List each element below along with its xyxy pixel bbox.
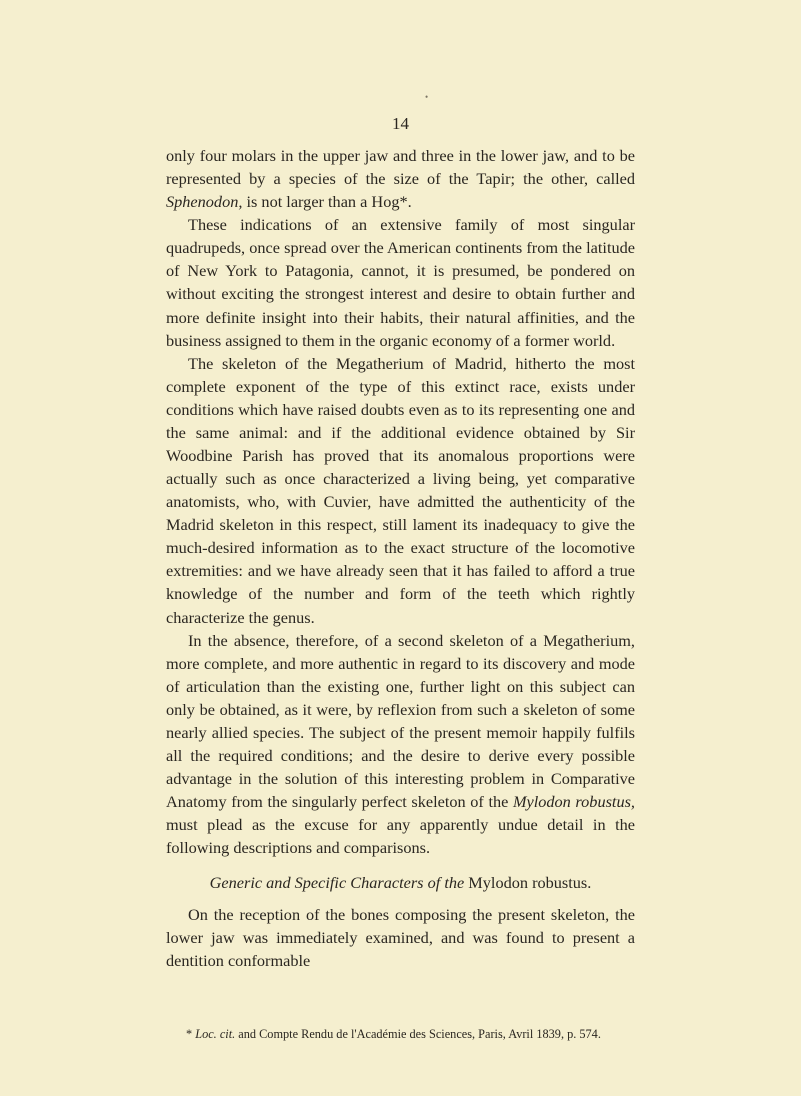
footnote: * Loc. cit. and Compte Rendu de l'Académie des Sciences, Paris, Avril 1839, p. 574. xyxy=(186,1027,601,1041)
page-mark: • xyxy=(425,92,429,102)
paragraph: These indications of an extensive family of most singular quadrupeds, once spread over the American continents from the latitude of New York to Patagonia, cannot, it is presumed, be pondered on without exciting the strongest interest and desire to obtain further and more definite insight into their habits, their natural affinities, and the business assigned to them in the organic economy of a former world. xyxy=(166,215,635,350)
section-heading: Generic and Specific Characters of the Mylodon robustus. xyxy=(209,873,592,893)
species-name: Mylodon robustus, xyxy=(512,792,635,812)
paragraph: On the reception of the bones composing the present skeleton, the lower jaw was immediately examined, and was found to present a dentition conformable xyxy=(166,904,635,970)
genus-name: Sphenodon, xyxy=(166,192,243,212)
paragraph: The skeleton of the Megatherium of Madrid, hitherto the most complete exponent of the type of this extinct race, exists under conditions which have raised doubts even as to its representing one and the same animal: and if the additional evidence obtained by Sir Woodbine Parish has proved that its anomalous proportions were actually such as once characterized a living being, yet comparative anatomists, who, with Cuvier, have admitted the authenticity of the Madrid skeleton in this respect, still lament its inadequacy to give the much-desired information as to the exact structure of the locomotive extremities: and we have already seen that it has failed to afford a true knowledge of the number and form of the teeth which rightly characterize the genus. xyxy=(166,353,635,627)
paragraph: In the absence, therefore, of a second skeleton of a Megatherium, more complete, and more authentic in regard to its discovery and mode of articulation than the existing one, further light on this subject can only be obtained, as it were, by reflexion from such a skeleton of some nearly allied species. The subject of the present memoir happily fulfils all the required conditions; and the desire to derive every possible advantage in the solution of this interesting problem in Comparative Anatomy from the singularly perfect skeleton of the Mylodon robustus, must plead as the excuse for any apparently undue detail in the following descriptions and comparisons. xyxy=(166,630,635,858)
page-number: 14 xyxy=(392,114,409,133)
body-text xyxy=(166,144,635,972)
paragraph-continued: only four molars in the upper jaw and three in the lower jaw, and to be represented by a species of the size of the Tapir; the other, called Sphenodon, is not larger than a Hog*. xyxy=(166,146,635,212)
